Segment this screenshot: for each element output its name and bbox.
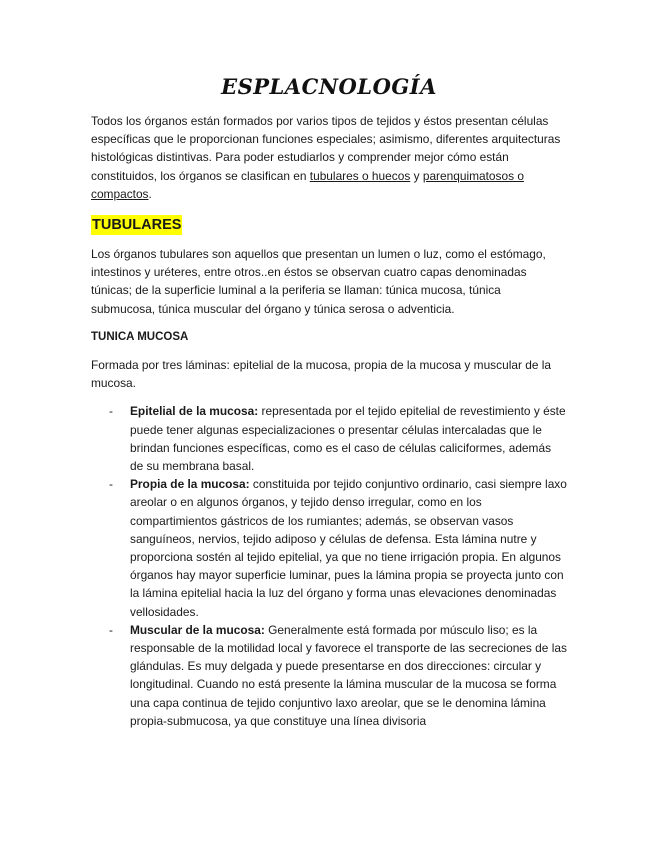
subheading-tunica-mucosa: TUNICA MUCOSA xyxy=(91,330,189,343)
intro-text-middle: y xyxy=(410,168,423,183)
intro-paragraph xyxy=(91,112,567,203)
intro-text-before: Todos los órganos están formados por varios tipos de tejidos y éstos presentan células específicas que le proporcionan funciones especiales; asimismo, diferentes arquitecturas histológicas distintivas. Para poder estudiarlos y comprender mejor cómo están constituidos, los órganos se clasifican en xyxy=(91,114,561,183)
layer-term: Epitelial de la mucosa: xyxy=(130,404,259,419)
list-item xyxy=(91,402,567,475)
mucosa-intro-paragraph: Formada por tres láminas: epitelial de la mucosa, propia de la mucosa y muscular de la mucosa. xyxy=(91,358,551,391)
list-item xyxy=(91,621,567,730)
link-tubulares: tubulares o huecos xyxy=(309,168,411,183)
document-page xyxy=(91,72,567,730)
layer-text: representada por el tejido epitelial de revestimiento y éste puede tener algunas especializaciones o presentar células intercaladas que le brindan funciones específicas, como es el caso de células caliciformes, además de su membrana basal. xyxy=(130,404,566,474)
intro-text-after: . xyxy=(148,186,152,201)
layer-term: Muscular de la mucosa: xyxy=(130,622,265,637)
layer-text: constituida por tejido conjuntivo ordinario, casi siempre laxo areolar o en algunos órganos, y tejido denso irregular, como en los compartimientos gástricos de los rumiantes; además, se observan vasos sanguíneos, nervios, tejido adiposo y células de defensa. Esta lámina nutre y proporciona sostén al tejido epitelial, ya que no tiene irrigación propia. En algunos órganos hay mayor superficie luminar, pues la lámina propia se proyecta junto con la lámina epitelial hacia la luz del órgano y forma unas elevaciones denominadas vellosidades. xyxy=(130,477,567,619)
section-heading-wrapper xyxy=(91,213,567,245)
tubulares-paragraph: Los órganos tubulares son aquellos que presentan un lumen o luz, como el estómago, intestinos y uréteres, entre otros..en éstos se observan cuatro capas denominadas túnicas; de la superficie luminal a la periferia se llaman: túnica mucosa, túnica submucosa, túnica muscular del órgano y túnica serosa o adventicia. xyxy=(91,247,546,316)
mucosa-layers-list xyxy=(91,402,567,730)
layer-text: Generalmente está formada por músculo liso; es la responsable de la motilidad local y favorece el transporte de las secreciones de las glándulas. Es muy delgada y puede presentarse en dos direcciones: circular y longitudinal. Cuando no está presente la lámina muscular de la mucosa se forma una capa continua de tejido conjuntivo laxo areolar, que se le denomina lámina propia-submucosa, ya que constituye una línea divisoria xyxy=(130,622,567,728)
link-parenquimatosos: parenquimatosos o compactos xyxy=(91,168,524,201)
list-item xyxy=(91,475,567,621)
list-bullet: - xyxy=(109,622,113,637)
layer-term: Propia de la mucosa: xyxy=(130,477,250,492)
list-bullet: - xyxy=(109,404,113,419)
page-title: ESPLACNOLOGÍA xyxy=(221,74,437,99)
list-bullet: - xyxy=(109,477,113,492)
section-heading-tubulares: TUBULARES xyxy=(92,217,182,234)
